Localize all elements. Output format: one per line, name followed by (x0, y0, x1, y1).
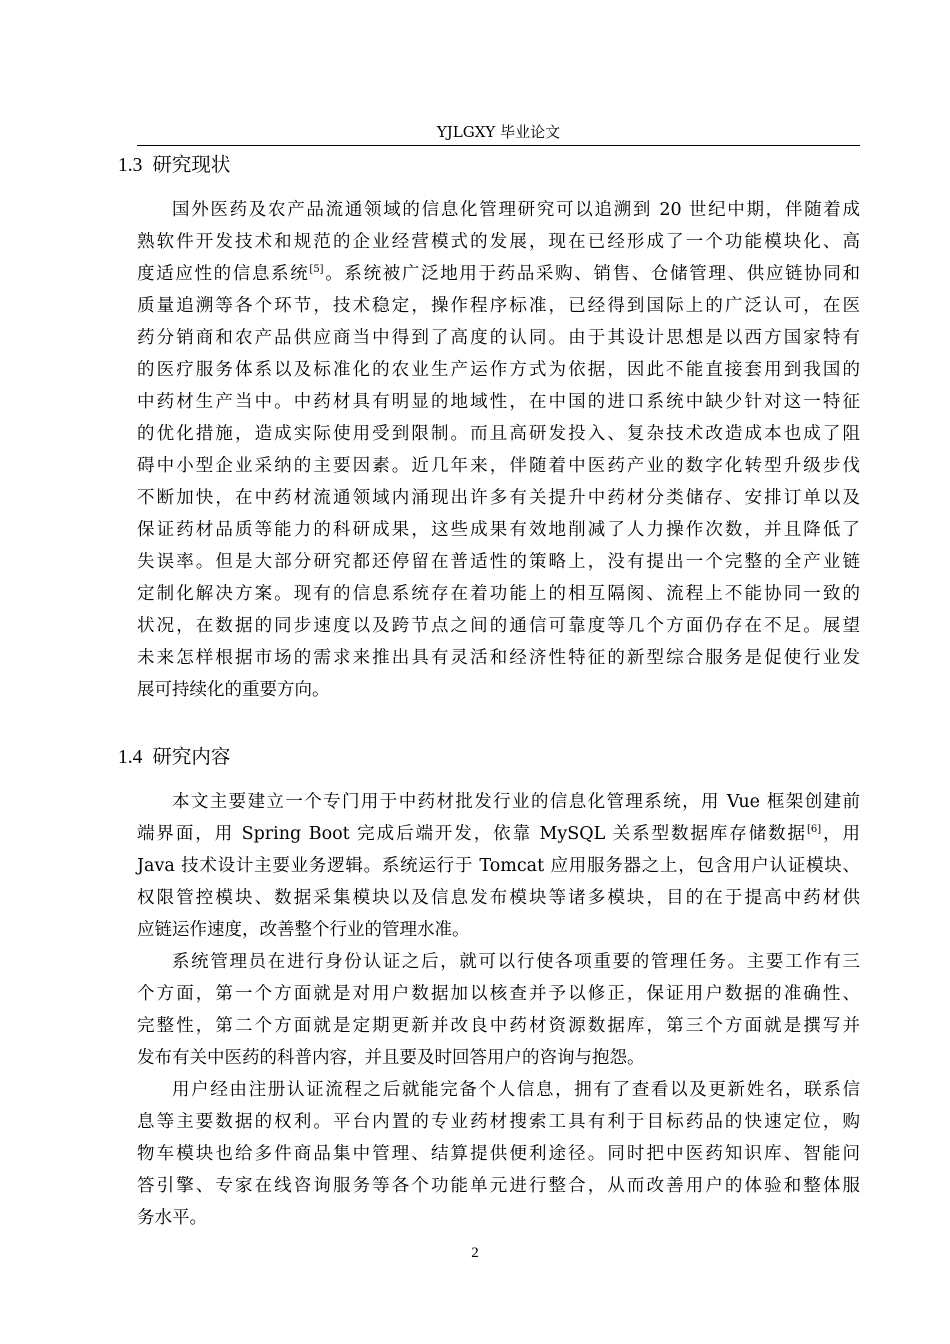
section-title: 研究现状 (152, 153, 231, 176)
paragraph-line: 答引擎、专家在线咨询服务等各个功能单元进行整合，从而改善用户的体验和整体服 (137, 1176, 860, 1196)
section-number: 1.4 (118, 747, 143, 768)
paragraph-line: 系统管理员在进行身份认证之后，就可以行使各项重要的管理任务。主要工作有三 (172, 952, 860, 972)
paragraph-line: 本文主要建立一个专门用于中药材批发行业的信息化管理系统，用 Vue 框架创建前 (172, 792, 860, 812)
paragraph-line: 定制化解决方案。现有的信息系统存在着功能上的相互隔阂、流程上不能协同一致的 (137, 584, 860, 604)
paragraph-line: 应链运作速度，改善整个行业的管理水准。 (137, 920, 470, 940)
paragraph-line: 状况，在数据的同步速度以及跨节点之间的通信可靠度等几个方面仍存在不足。展望 (137, 616, 860, 636)
paragraph-line: 不断加快，在中药材流通领域内涌现出许多有关提升中药材分类储存、安排订单以及 (137, 488, 860, 508)
paragraph-line: 国外医药及农产品流通领域的信息化管理研究可以追溯到 20 世纪中期，伴随着成 (172, 200, 860, 220)
paragraph-line: 的优化措施，造成实际使用受到限制。而且高研发投入、复杂技术改造成本也成了阻 (137, 424, 860, 444)
text-segment: 。系统被广泛地用于药品采购、销售、仓储管理、供应链协同和 (323, 264, 861, 284)
paragraph-line: 展可持续化的重要方向。 (137, 680, 330, 700)
paragraph-line: 未来怎样根据市场的需求来推出具有灵活和经济性特征的新型综合服务是促使行业发 (137, 648, 860, 668)
paragraph-line: 熟软件开发技术和规范的企业经营模式的发展，现在已经形成了一个功能模块化、高 (137, 232, 860, 252)
citation-ref: [5] (309, 264, 324, 275)
section-heading-1-3 (118, 150, 230, 181)
paragraph-line: 的医疗服务体系以及标准化的农业生产运作方式为依据，因此不能直接套用到我国的 (137, 360, 860, 380)
text-segment: 度适应性的信息系统 (137, 264, 310, 284)
paragraph-line: 碍中小型企业采纳的主要因素。近几年来，伴随着中医药产业的数字化转型升级步伐 (137, 456, 860, 476)
paragraph-line: 质量追溯等各个环节，技术稳定，操作程序标准，已经得到国际上的广泛认可，在医 (137, 296, 860, 316)
paragraph-line: 物车模块也给多件商品集中管理、结算提供便利途径。同时把中医药知识库、智能问 (137, 1144, 860, 1164)
section-title: 研究内容 (152, 745, 231, 768)
paragraph-line: Java 技术设计主要业务逻辑。系统运行于 Tomcat 应用服务器之上，包含用户认证模块、 (137, 856, 860, 876)
section-number: 1.3 (118, 155, 143, 176)
paragraph-line: 中药材生产当中。中药材具有明显的地域性，在中国的进口系统中缺少针对这一特征 (137, 392, 860, 412)
section-heading-1-4 (118, 742, 230, 773)
text-segment: ，用 (821, 824, 861, 844)
text-segment: 端界面，用 Spring Boot 完成后端开发，依靠 MySQL 关系型数据库存储数据 (137, 824, 807, 844)
paragraph-line: 完整性，第二个方面就是定期更新并改良中药材资源数据库，第三个方面就是撰写并 (137, 1016, 860, 1036)
paragraph-line: 用户经由注册认证流程之后就能完备个人信息，拥有了查看以及更新姓名，联系信 (172, 1080, 860, 1100)
header-rule (137, 145, 860, 146)
paragraph-line: 失误率。但是大部分研究都还停留在普适性的策略上，没有提出一个完整的全产业链 (137, 552, 860, 572)
paragraph-line: 息等主要数据的权利。平台内置的专业药材搜索工具有利于目标药品的快速定位，购 (137, 1112, 860, 1132)
page-number: 2 (471, 1245, 479, 1261)
paragraph-line: 药分销商和农产品供应商当中得到了高度的认同。由于其设计思想是以西方国家特有 (137, 328, 860, 348)
paragraph-line (137, 261, 860, 287)
paragraph-line: 发布有关中医药的科普内容，并且要及时回答用户的咨询与抱怨。 (137, 1048, 645, 1068)
paragraph-line: 保证药材品质等能力的科研成果，这些成果有效地削减了人力操作次数，并且降低了 (137, 520, 860, 540)
paragraph-line: 务水平。 (137, 1208, 207, 1228)
page-header: YJLGXY 毕业论文 (436, 123, 561, 141)
paragraph-line: 权限管控模块、数据采集模块以及信息发布模块等诸多模块，目的在于提高中药材供 (137, 888, 860, 908)
paragraph-line: 个方面，第一个方面就是对用户数据加以核查并予以修正，保证用户数据的准确性、 (137, 984, 860, 1004)
citation-ref: [6] (806, 824, 822, 835)
paragraph-line (137, 821, 860, 847)
